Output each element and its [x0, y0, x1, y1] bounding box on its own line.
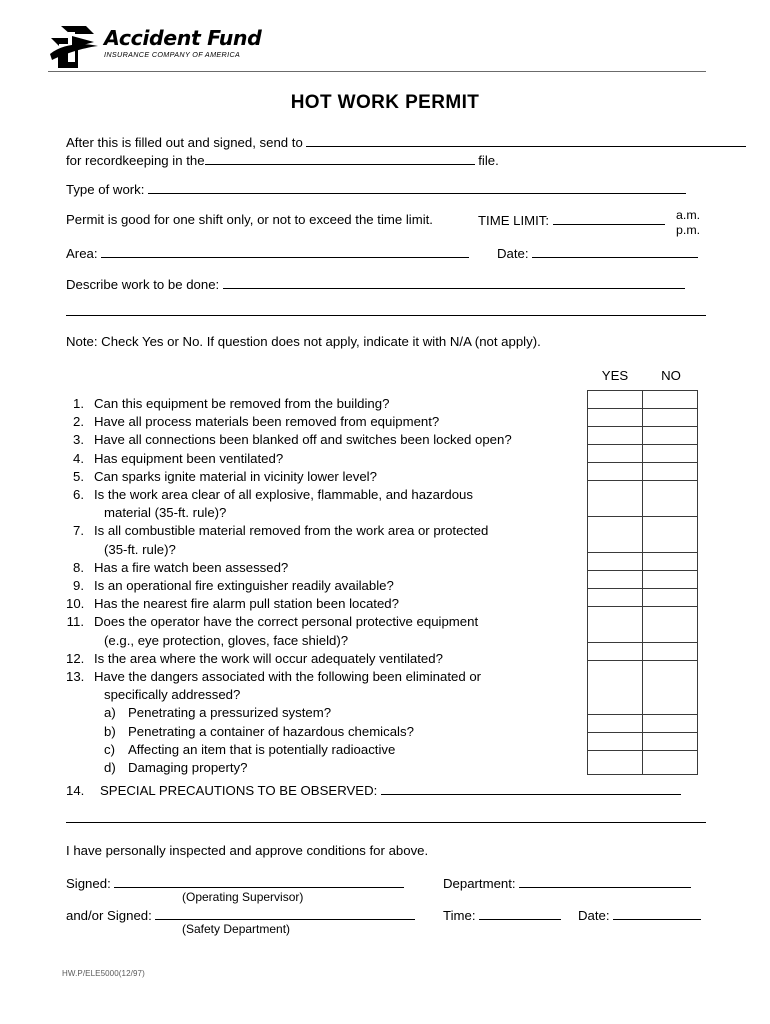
send-to-field-b[interactable]	[568, 134, 746, 147]
subquestion-marker: c)	[104, 741, 115, 757]
no-cell[interactable]	[643, 409, 698, 427]
type-of-work-field[interactable]	[148, 181, 686, 194]
list-item	[66, 741, 576, 759]
question-number: 7.	[73, 523, 84, 539]
yes-cell[interactable]	[588, 589, 643, 607]
question-text: Does the operator have the correct personal protective equipment	[94, 614, 479, 630]
table-row	[588, 481, 698, 517]
area-label: Area:	[66, 246, 102, 261]
checkbox-instruction-note: Note: Check Yes or No. If question does not apply, indicate it with N/A (not apply).	[66, 334, 541, 349]
list-item	[66, 395, 576, 413]
question-text-continuation: specifically addressed?	[104, 687, 241, 703]
question-text: Can this equipment be removed from the building?	[94, 396, 390, 411]
date-line-bottom	[578, 907, 701, 923]
date-line-top	[497, 245, 698, 262]
question-text: Is an operational fire extinguisher readily available?	[94, 578, 394, 594]
area-line	[66, 245, 469, 262]
describe-work-field[interactable]	[223, 276, 685, 289]
yes-cell[interactable]	[588, 751, 643, 775]
table-row	[588, 463, 698, 481]
list-item	[66, 413, 576, 431]
andor-signed-line	[66, 907, 415, 923]
table-row	[588, 607, 698, 643]
table-row	[588, 733, 698, 751]
page-title: HOT WORK PERMIT	[290, 92, 480, 113]
send-to-field-a[interactable]	[306, 134, 568, 147]
yes-cell[interactable]	[588, 571, 643, 589]
time-limit-line	[478, 212, 665, 229]
table-row	[588, 409, 698, 427]
subquestion-text: Penetrating a pressurized system?	[128, 705, 332, 721]
logo-company-name: Accident Fund	[104, 26, 262, 50]
question-text-continuation: material (35-ft. rule)?	[104, 505, 227, 521]
type-of-work-line	[66, 181, 686, 198]
signed-caption: (Operating Supervisor)	[182, 890, 304, 904]
signed-label: Signed:	[66, 876, 115, 891]
pm-label: p.m.	[676, 223, 701, 237]
list-item	[66, 595, 576, 613]
list-item	[66, 577, 576, 595]
yes-cell[interactable]	[588, 427, 643, 445]
date-field-bottom[interactable]	[613, 907, 701, 920]
yes-cell[interactable]	[588, 409, 643, 427]
date-field-top[interactable]	[532, 245, 698, 258]
table-row	[588, 751, 698, 775]
no-cell[interactable]	[643, 661, 698, 715]
question-number: 5.	[73, 468, 84, 484]
no-cell[interactable]	[643, 391, 698, 409]
yes-cell[interactable]	[588, 445, 643, 463]
recordkeeping-label: for recordkeeping in the	[66, 153, 205, 168]
time-label: Time:	[443, 908, 480, 923]
no-cell[interactable]	[643, 553, 698, 571]
subquestion-marker: b)	[104, 723, 116, 739]
signed-field[interactable]	[114, 875, 404, 888]
signed-line	[66, 875, 404, 891]
recordkeeping-field[interactable]	[205, 152, 475, 165]
recordkeeping-line	[66, 152, 499, 169]
table-row	[588, 427, 698, 445]
subquestion-text: Damaging property?	[128, 760, 248, 776]
no-cell[interactable]	[643, 589, 698, 607]
permit-duration-note: Permit is good for one shift only, or not to exceed the time limit.	[66, 212, 433, 227]
yes-cell[interactable]	[588, 481, 643, 517]
table-row	[588, 571, 698, 589]
question-number: 4.	[73, 450, 84, 466]
list-item	[66, 522, 576, 540]
list-item	[66, 450, 576, 468]
question-text: Has the nearest fire alarm pull station been located?	[94, 596, 399, 612]
time-limit-label: TIME LIMIT:	[478, 213, 553, 228]
list-item	[66, 486, 576, 504]
table-row	[588, 445, 698, 463]
no-cell[interactable]	[643, 643, 698, 661]
document-header	[48, 24, 708, 74]
department-field[interactable]	[519, 875, 691, 888]
permit-duration-line	[66, 212, 433, 228]
logo-text-block	[104, 28, 261, 59]
question-text: Can sparks ignite material in vicinity lower level?	[94, 468, 377, 484]
no-cell[interactable]	[643, 481, 698, 517]
question-text-continuation: (e.g., eye protection, gloves, face shield)?	[104, 632, 349, 648]
yes-cell[interactable]	[588, 391, 643, 409]
yes-cell[interactable]	[588, 553, 643, 571]
no-cell[interactable]	[643, 571, 698, 589]
date-label-top: Date:	[497, 246, 533, 261]
table-row	[588, 715, 698, 733]
describe-work-second-line[interactable]	[66, 315, 706, 316]
list-item	[66, 759, 576, 777]
question-text: Have all connections been blanked off and switches been locked open?	[94, 432, 512, 448]
subquestion-text: Penetrating a container of hazardous chemicals?	[128, 723, 414, 739]
no-cell[interactable]	[643, 517, 698, 553]
time-field[interactable]	[479, 907, 561, 920]
yes-no-table-body	[588, 391, 698, 775]
table-row	[588, 391, 698, 409]
yes-no-answer-table	[587, 390, 698, 775]
question-text: Is the work area clear of all explosive, flammable, and hazardous	[94, 487, 473, 503]
question-number: 10.	[66, 596, 85, 612]
question-number: 13.	[66, 669, 85, 685]
company-logo	[48, 24, 261, 70]
list-item	[66, 431, 576, 449]
question-number: 2.	[73, 414, 84, 430]
list-item	[66, 704, 576, 722]
yes-cell[interactable]	[588, 715, 643, 733]
special-precautions-second-line[interactable]	[66, 822, 706, 823]
special-precautions-number: 14.	[66, 783, 85, 798]
no-cell[interactable]	[643, 427, 698, 445]
no-cell[interactable]	[643, 445, 698, 463]
time-line	[443, 907, 561, 923]
table-row	[588, 589, 698, 607]
list-item	[66, 723, 576, 741]
time-limit-field[interactable]	[553, 212, 665, 225]
subquestion-text: Affecting an item that is potentially radioactive	[128, 741, 396, 757]
footer-form-code: HW.P/ELE5000(12/97)	[62, 969, 145, 978]
list-item	[66, 559, 576, 577]
no-cell[interactable]	[643, 463, 698, 481]
department-line	[443, 875, 691, 891]
question-list	[66, 395, 576, 777]
table-row	[588, 517, 698, 553]
table-row	[588, 643, 698, 661]
yes-cell[interactable]	[588, 661, 643, 715]
list-item	[66, 668, 576, 686]
question-number: 8.	[73, 559, 84, 575]
question-number: 11.	[66, 614, 84, 630]
andor-signed-caption: (Safety Department)	[182, 922, 291, 936]
yes-cell[interactable]	[588, 463, 643, 481]
special-precautions-line	[66, 782, 681, 798]
question-text: Have all process materials been removed from equipment?	[94, 414, 440, 430]
recordkeeping-suffix: file.	[474, 153, 499, 168]
send-to-label: After this is filled out and signed, send to	[66, 135, 307, 150]
question-text: Has equipment been ventilated?	[94, 450, 284, 466]
department-label: Department:	[443, 876, 520, 891]
andor-signed-label: and/or Signed:	[66, 908, 156, 923]
list-item	[66, 613, 576, 631]
question-text: Is the area where the work will occur adequately ventilated?	[94, 650, 443, 666]
yes-cell[interactable]	[588, 517, 643, 553]
no-cell[interactable]	[643, 733, 698, 751]
am-label: a.m.	[676, 208, 701, 222]
header-divider	[48, 71, 706, 72]
ampm-group	[676, 208, 700, 238]
no-cell[interactable]	[643, 607, 698, 643]
date-label-bottom: Date:	[578, 908, 614, 923]
yes-cell[interactable]	[588, 643, 643, 661]
describe-work-label: Describe work to be done:	[66, 277, 223, 292]
describe-work-line	[66, 276, 685, 293]
attestation-statement: I have personally inspected and approve conditions for above.	[66, 843, 429, 858]
no-column-header: NO	[661, 368, 681, 383]
question-number: 3.	[73, 432, 84, 448]
yes-cell[interactable]	[588, 733, 643, 751]
question-text: Have the dangers associated with the following been eliminated or	[94, 669, 482, 685]
subquestion-marker: d)	[104, 760, 116, 776]
accident-fund-logo-mark-icon	[48, 24, 100, 70]
area-field[interactable]	[101, 245, 469, 258]
question-number: 6.	[73, 487, 84, 503]
table-row	[588, 661, 698, 715]
subquestion-marker: a)	[104, 705, 116, 721]
list-item	[66, 468, 576, 486]
question-text: Is all combustible material removed from the work area or protected	[94, 523, 489, 539]
type-of-work-label: Type of work:	[66, 182, 149, 197]
yes-column-header: YES	[601, 368, 629, 383]
no-cell[interactable]	[643, 715, 698, 733]
list-item	[66, 650, 576, 668]
question-number: 9.	[73, 578, 84, 594]
andor-signed-field[interactable]	[155, 907, 415, 920]
special-precautions-label: SPECIAL PRECAUTIONS TO BE OBSERVED:	[100, 783, 381, 798]
special-precautions-field[interactable]	[381, 782, 681, 795]
table-row	[588, 553, 698, 571]
question-number: 12.	[66, 650, 85, 666]
question-text: Has a fire watch been assessed?	[94, 559, 289, 575]
send-to-line	[66, 134, 746, 151]
no-cell[interactable]	[643, 751, 698, 775]
logo-tagline: INSURANCE COMPANY OF AMERICA	[104, 50, 241, 59]
question-text-continuation: (35-ft. rule)?	[104, 541, 176, 557]
question-number: 1.	[73, 396, 84, 411]
yes-cell[interactable]	[588, 607, 643, 643]
